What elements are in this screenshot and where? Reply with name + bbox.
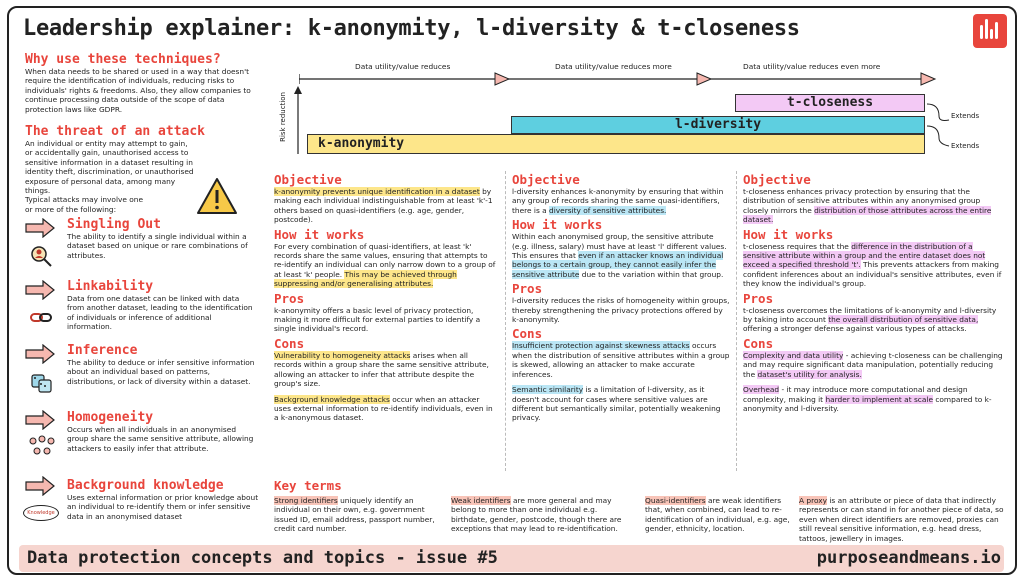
bar-t-closeness: t-closeness [735,94,925,112]
l-how-text: Within each anonymised group, the sensitive attribute (e.g. illness, salary) must have at least 'l' different values. This ensures that [512,232,727,261]
k-cons-highlight-2: Background knowledge attacks [274,394,390,404]
dice-icon [29,370,53,394]
attack-title: Homogeneity [67,410,154,425]
key-term-name: Quasi-identifiers [645,496,706,505]
t-cons-highlight-1: Complexity and data utility [743,350,844,360]
t-pros-highlight: the overall distribution of sensitive data, [828,315,979,325]
k-pros-text: k-anonymity offers a basic level of privacy protection, making it more difficult for external parties to identify a single individual's record. [274,305,481,334]
knowledge-bubble-icon: Knowledge [23,505,59,521]
risk-reduction-label: Risk reduction [279,92,287,142]
t-objective-highlight: distribution of those attributes across the entire dataset. [743,205,992,225]
key-term-item [645,496,793,534]
key-term-name: A proxy [799,496,828,505]
l-diversity-column [512,171,730,426]
arrow-right-icon [25,410,55,430]
soundwave-logo-icon [973,14,1007,48]
key-term-text: is an attribute or piece of data that indirectly represents or can stand in for another piece of data, so even when direct identifiers are removed, proxies can still reveal sensitive information, e.g. head dress, tattoos, jewellery in images. [799,496,1004,543]
l-cons-text-1: occurs when the distribution of sensitive attributes within a group is skewed, allowing an attacker to make accurate inferences. [512,341,730,379]
key-term-item [274,496,442,534]
chain-link-icon [29,306,53,330]
t-cons-text-2: - it may introduce more computational and design complexity, making it [743,385,968,404]
t-cons-highlight-2: Overhead [743,385,780,395]
k-objective-highlight: k-anonymity prevents unique identification in a dataset [274,187,480,196]
footer-issue-label: Data protection concepts and topics - issue #5 [27,548,498,568]
key-term-text: are more general and may belong to more than one individual e.g. birthdate, gender, postcode, though there are exceptions that may lead to re-identification. [451,496,622,534]
magnifier-person-icon [29,244,53,268]
attack-title: Linkability [67,279,154,294]
t-how-highlight: difference in the distribution of a sensitive attribute within a group and the entire dataset does not exceed a specified threshold 't'. [743,241,986,270]
column-divider [505,171,506,471]
k-cons-heading: Cons [274,335,305,351]
k-cons-text-2: occur when an attacker uses external information to re-identify individuals, even in a k-anonymous dataset. [274,394,493,423]
utility-arrows [299,72,939,86]
l-how-heading: How it works [512,217,603,233]
t-cons-highlight-2b: harder to implement at scale [825,394,933,404]
t-how-text: t-closeness requires that the [743,241,852,251]
risk-arrow [293,86,303,156]
attack-text: Data from one dataset can be linked with data from another dataset, leading to the identification of individuals or inference of additional information. [67,294,253,332]
attack-text: Uses external information or prior knowledge about an individual to re-identify them or infer sensitive data in an anonymised dataset [67,493,259,521]
key-term-text: are weak identifiers that, when combined, can lead to re-identification of an individual, e.g. age, gender, ethnicity, location. [645,496,790,534]
column-divider [736,171,737,471]
people-group-icon [27,434,57,458]
k-objective-heading: Objective [274,172,342,187]
arrow-right-icon [25,344,55,364]
t-closeness-column [743,171,1005,416]
explainer-board [7,6,1017,575]
utility-label-1: Data utility/value reduces [355,62,451,71]
k-objective-text: by making each individual indistinguishable from at least 'k'-1 others based on quasi-identifiers (e.g. age, gender, postcode). [274,187,493,225]
l-how-rest: due to the variation within that group. [579,269,724,279]
t-cons-heading: Cons [743,335,774,351]
t-cons-text-1: - achieving t-closeness can be challenging and may require significant data manipulation, potentially reducing the [743,350,1003,379]
k-pros-heading: Pros [274,290,305,306]
page-title: Leadership explainer: k-anonymity, l-diversity & t-closeness [23,16,800,41]
t-pros-text: t-closeness overcomes the limitations of k-anonymity and l-diversity by taking into account [743,305,997,325]
key-term-item [451,496,631,534]
extends-brackets [925,102,953,150]
k-anonymity-column [274,171,496,426]
l-cons-text-2: is a limitation of l-diversity, as it doesn't account for cases where sensitive values are different but semantically similar, potentially weakening privacy. [512,385,721,423]
bar-k-anonymity: k-anonymity [307,134,925,154]
k-how-heading: How it works [274,226,365,242]
k-how-text: For every combination of quasi-identifiers, at least 'k' records share the same values, ensuring that attempts to re-identify an individual can only narrow down to a group of at least 'k' people. [274,241,496,279]
attack-title: Singling Out [67,217,161,232]
k-cons-highlight-1: Vulnerability to homogeneity attacks [274,350,411,360]
l-objective-heading: Objective [512,172,580,187]
arrow-right-icon [25,280,55,300]
l-pros-heading: Pros [512,281,543,297]
attack-title: Inference [67,343,138,358]
utility-label-2: Data utility/value reduces more [555,62,672,71]
t-how-heading: How it works [743,226,834,242]
utility-label-3: Data utility/value reduces even more [743,62,881,71]
l-cons-heading: Cons [512,326,543,342]
footer-website-link[interactable]: purposeandmeans.io [816,548,1001,568]
key-term-name: Strong identifiers [274,496,338,505]
k-cons-text-1: arises when all records within a group share the same sensitive attribute, allowing an attacker to infer that attribute despite the group's size. [274,350,489,389]
t-cons-highlight-1b: dataset's utility for analysis. [757,369,862,379]
t-objective-heading: Objective [743,172,811,187]
l-objective-highlight: diversity of sensitive attributes. [549,205,667,215]
attack-title: Background knowledge [67,478,224,493]
threat-text-2: Typical attacks may involve one or more of the following: [25,195,144,214]
technique-scale-diagram [271,62,991,162]
l-cons-highlight-2: Semantic similarity [512,385,584,395]
threat-title: The threat of an attack [25,124,206,139]
why-title: Why use these techniques? [25,52,221,67]
l-pros-text: l-diversity reduces the risks of homogeneity within groups, thereby strengthening the privacy protections offered by k-anonymity. [512,296,730,325]
l-cons-highlight-1: Insufficient protection against skewness attacks [512,341,690,351]
key-term-name: Weak identifiers [451,496,511,505]
why-section [25,52,257,114]
t-objective-text: t-closeness enhances privacy protection by ensuring that the distribution of sensitive attributes within any anonymised group closely mirrors the [743,187,981,215]
l-objective-text: l-diversity enhances k-anonymity by ensuring that within any group of records sharing the same quasi-identifiers, there is a [512,187,724,215]
extends-label-1: Extends [951,112,980,120]
t-how-rest: This prevents attackers from making confident inferences about an individual's sensitive attributes, even if they know the individual's group. [743,260,1002,289]
arrow-right-icon [25,476,55,496]
warning-icon [195,176,239,216]
k-how-highlight: This may be achieved through suppressing and/or generalising attributes. [274,269,457,289]
attack-text: The ability to deduce or infer sensitive information about an individual based on patterns, distributions, or lack of diversity within a dataset. [67,358,255,386]
attack-text: Occurs when all individuals in an anonymised group share the same sensitive attribute, allowing attackers to easily infer that attribute. [67,425,254,453]
key-term-item [799,496,1005,543]
t-pros-heading: Pros [743,290,774,306]
attack-text: The ability to identify a single individual within a dataset based on unique or rare combinations of attributes. [67,232,248,260]
t-pros-rest: offering a stronger defense against various types of attacks. [743,324,967,334]
l-how-highlight: even if an attacker knows an individual belongs to a certain group, they cannot easily infer the sensitive attribute [512,251,724,279]
key-term-text: uniquely identify an individual on their own, e.g. government issued ID, email address, passport number, credit card number. [274,496,435,534]
arrow-right-icon [25,218,55,238]
t-cons-rest-2: compared to k-anonymity and l-diversity. [743,394,992,413]
bar-l-diversity: l-diversity [511,116,925,134]
extends-label-2: Extends [951,142,980,150]
threat-text: An individual or entity may attempt to gain, or accidentally gain, unauthorised access to sensitive information in a dataset resulting in identity theft, discrimination, or unauthorised exposure of personal data, among many things. [25,139,194,196]
key-terms-title: Key terms [274,478,342,493]
why-text: When data needs to be shared or used in a way that doesn't require the identification of individuals, reducing risks to individuals' rights & freedoms. Also, they allow companies to continue processing data outside of the scope of data protection laws like GDPR. [25,67,251,114]
